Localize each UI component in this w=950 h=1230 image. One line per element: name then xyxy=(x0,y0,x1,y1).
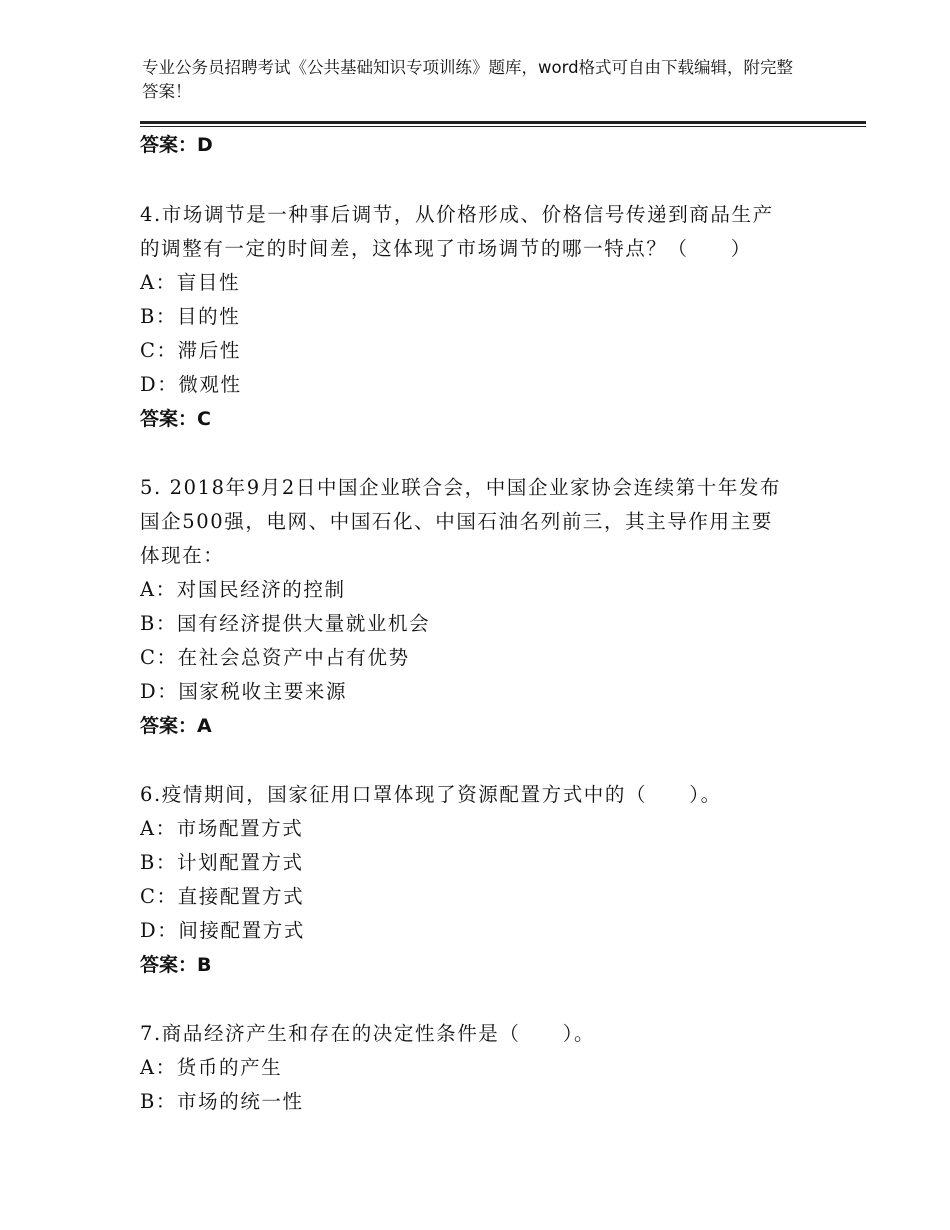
question-7-option-b: B：市场的统一性 xyxy=(140,1090,304,1113)
question-5-option-a: A：对国民经济的控制 xyxy=(140,578,346,601)
question-4-option-b: B：目的性 xyxy=(140,305,241,328)
question-6-line-1: 6.疫情期间，国家征用口罩体现了资源配置方式中的（ ）。 xyxy=(140,783,722,806)
document-header: 专业公务员招聘考试《公共基础知识专项训练》题库，word格式可自由下载编辑，附完整答案！ xyxy=(142,58,794,101)
question-6-option-b: B：计划配置方式 xyxy=(140,851,304,874)
question-7-option-a: A：货币的产生 xyxy=(140,1056,283,1079)
question-4-line-1: 4.市场调节是一种事后调节，从价格形成、价格信号传递到商品生产 xyxy=(140,203,774,226)
question-4-option-d: D：微观性 xyxy=(140,373,242,396)
header-rule-thin xyxy=(140,126,866,127)
question-6-option-a: A：市场配置方式 xyxy=(140,817,304,840)
question-7-line-1: 7.商品经济产生和存在的决定性条件是（ ）。 xyxy=(140,1022,596,1045)
header-rule-thick xyxy=(140,121,866,124)
question-5-line-2: 国企500强，电网、中国石化、中国石油名列前三，其主导作用主要 xyxy=(140,510,773,533)
question-5-line-1: 5. 2018年9月2日中国企业联合会，中国企业家协会连续第十年发布 xyxy=(140,476,782,499)
question-5-answer: 答案：A xyxy=(140,715,212,737)
question-6-answer: 答案：B xyxy=(140,954,212,976)
question-5-option-c: C：在社会总资产中占有优势 xyxy=(140,646,410,669)
question-4-option-c: C：滞后性 xyxy=(140,339,241,362)
question-4-line-2: 的调整有一定的时间差，这体现了市场调节的哪一特点？（ ） xyxy=(140,237,752,260)
question-5-option-d: D：国家税收主要来源 xyxy=(140,680,348,703)
question-5-option-b: B：国有经济提供大量就业机会 xyxy=(140,612,431,635)
previous-answer: 答案：D xyxy=(140,134,213,156)
question-5-line-3: 体现在： xyxy=(140,544,225,567)
question-4-answer: 答案：C xyxy=(140,408,211,430)
question-6-option-c: C：直接配置方式 xyxy=(140,885,305,908)
question-4-option-a: A：盲目性 xyxy=(140,271,241,294)
question-6-option-d: D：间接配置方式 xyxy=(140,919,305,942)
